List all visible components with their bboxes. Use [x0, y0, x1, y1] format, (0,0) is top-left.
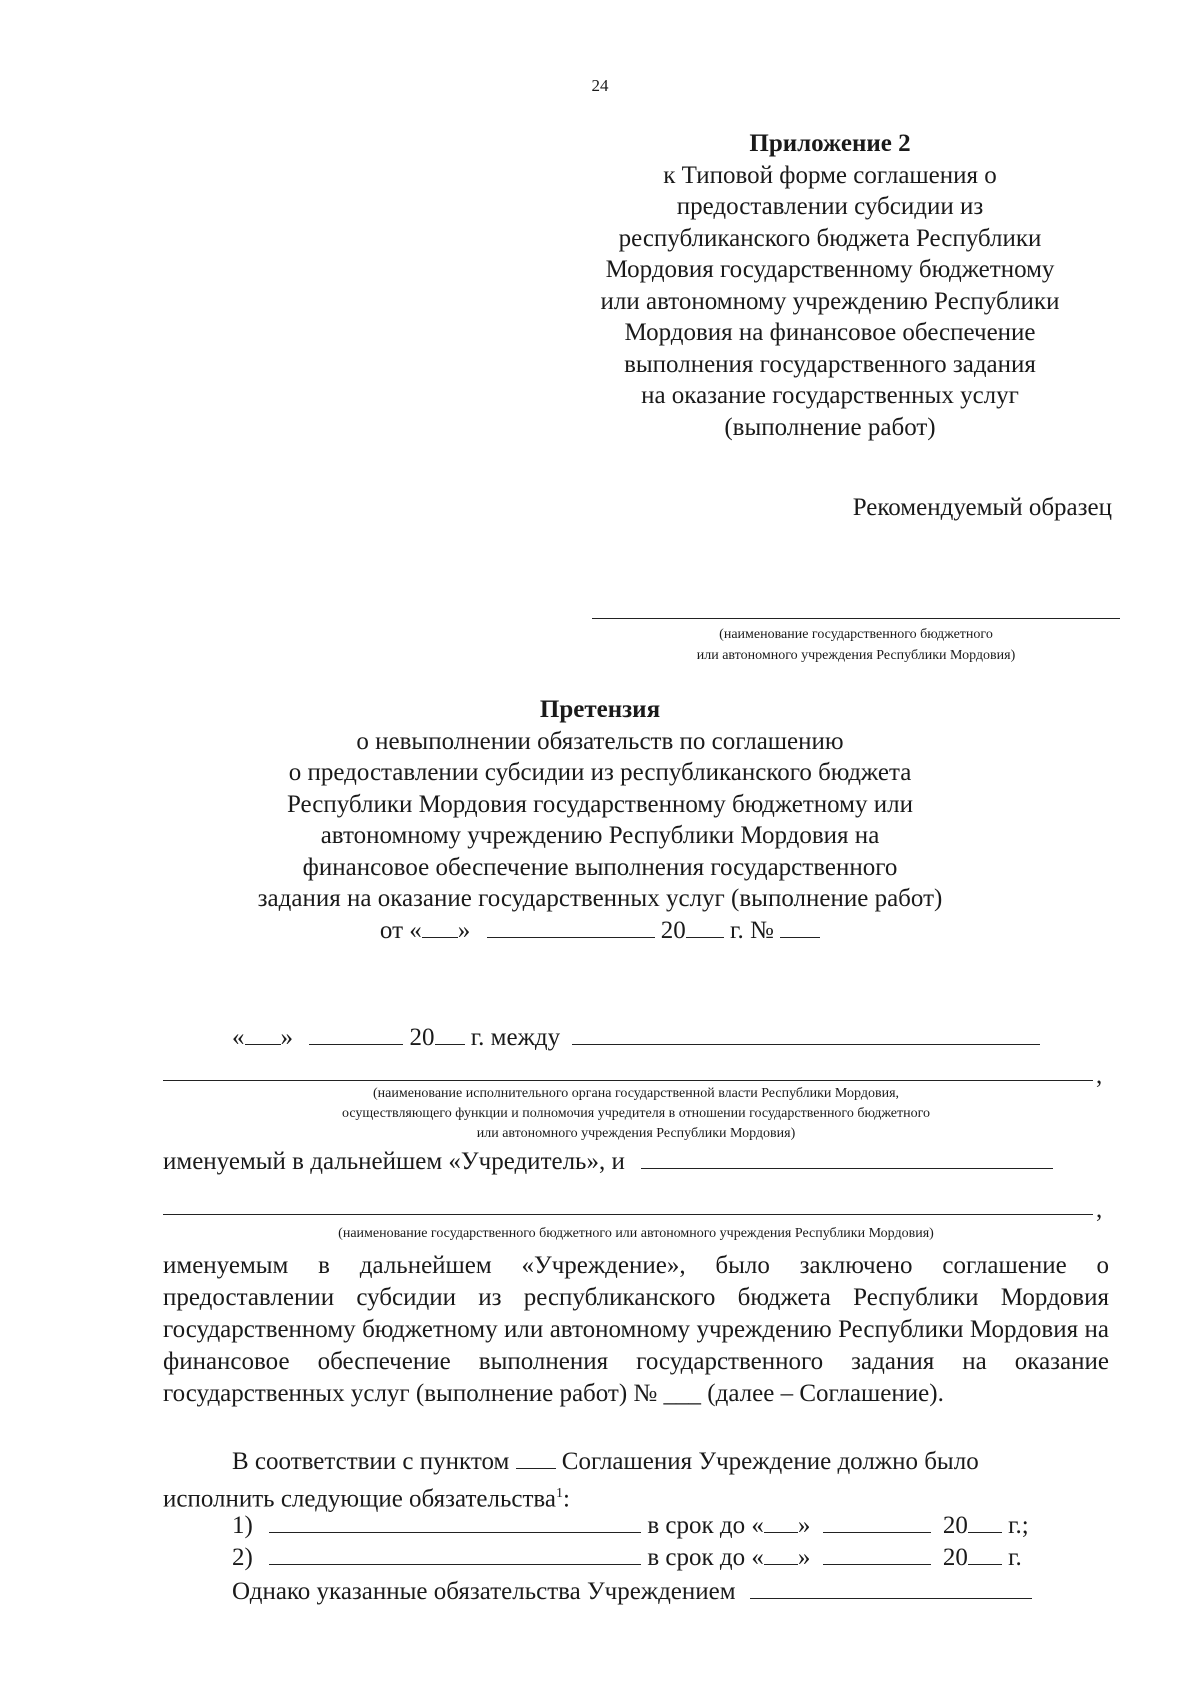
appendix-line: Мордовия на финансовое обеспечение	[624, 319, 1036, 346]
day-blank[interactable]	[422, 915, 458, 938]
obligation-text-blank[interactable]	[269, 1510, 641, 1533]
year-blank[interactable]	[968, 1510, 1002, 1533]
month-blank[interactable]	[309, 1022, 403, 1045]
caption-line: или автономного учреждения Республики Мордовия)	[696, 648, 1016, 663]
caption-line: осуществляющего функции и полномочия учредителя в отношении государственного бюджетного	[341, 1106, 931, 1121]
day-blank[interactable]	[764, 1510, 798, 1533]
appendix-line: на оказание государственных услуг	[641, 382, 1019, 409]
obligation-item: 2) в срок до « » 20 г.	[232, 1544, 1022, 1571]
status-blank[interactable]	[750, 1576, 1032, 1599]
claim-line: о предоставлении субсидии из республиканского бюджета	[288, 759, 912, 786]
obligation-intro-line2: исполнить следующие обязательства$^1$:	[163, 1485, 570, 1513]
claim-line: Республики Мордовия государственному бюджетному или	[286, 790, 913, 818]
claim-line: автономному учреждению Республики Мордовия на	[320, 822, 880, 849]
footnote-mark: 1	[555, 1486, 563, 1501]
appendix-line: республиканского бюджета Республики	[618, 224, 1042, 252]
caption-line: или автономного учреждения Республики Мордовия)	[476, 1126, 796, 1141]
institution-caption: (наименование государственного бюджетного или автономного учреждения Республики Мордовия)	[338, 1226, 934, 1241]
institution-paragraph: именуемым в дальнейшем «Учреждение», было заключено соглашение о предоставлении субсидии из республиканского бюджета Республики Мордовия государственному бюджетному или автономному учреждению Республики Мордовия на финансовое обеспечение выполнения государственного задания на оказание государственных услуг (выполнение работ) № ___ (далее – Соглашение).	[163, 1252, 1109, 1407]
founder-caption	[163, 1084, 1109, 1144]
appendix-title: Приложение 2	[749, 130, 911, 157]
appendix-line: Мордовия государственному бюджетному	[605, 256, 1055, 283]
obligation-text-blank[interactable]	[269, 1542, 641, 1565]
obligation-intro-line1: В соответствии с пунктом Соглашения Учреждение должно было	[232, 1448, 979, 1475]
day-blank[interactable]	[764, 1542, 798, 1565]
institution-name-line[interactable]	[163, 1214, 1093, 1215]
claim-title: Претензия	[539, 696, 661, 723]
obligation-item: 1) в срок до « » 20 г.;	[232, 1512, 1029, 1539]
page-number: 24	[591, 76, 609, 95]
clause-number-blank[interactable]	[516, 1446, 556, 1469]
founder-name-line[interactable]	[163, 1080, 1093, 1081]
comma: ,	[1096, 1062, 1103, 1089]
appendix-line: к Типовой форме соглашения о	[663, 161, 997, 189]
year-blank[interactable]	[968, 1542, 1002, 1565]
recommended-sample-label: Рекомендуемый образец	[852, 494, 1112, 521]
claim-line: о невыполнении обязательств по соглашению	[356, 727, 844, 755]
founder-named-line: именуемый в дальнейшем «Учредитель», и	[163, 1146, 1053, 1178]
agreement-date-line: « » 20 г. между	[232, 1022, 1040, 1054]
day-blank[interactable]	[245, 1022, 281, 1045]
founder-name-blank[interactable]	[572, 1022, 1040, 1045]
month-blank[interactable]	[823, 1510, 931, 1533]
month-blank[interactable]	[487, 915, 655, 938]
appendix-line: предоставлении субсидии из	[676, 193, 984, 220]
claim-line: финансовое обеспечение выполнения государственного	[302, 853, 898, 881]
year-blank[interactable]	[435, 1022, 465, 1045]
claim-date-line: от « » 20 г. №	[100, 915, 1100, 947]
claim-heading	[100, 694, 1100, 946]
number-blank[interactable]	[780, 915, 820, 938]
month-blank[interactable]	[823, 1542, 931, 1565]
institution-name-blank[interactable]	[641, 1146, 1053, 1169]
claim-line: задания на оказание государственных услуг (выполнение работ)	[257, 885, 943, 912]
appendix-line: выполнения государственного задания	[624, 350, 1036, 378]
appendix-line: или автономному учреждению Республики	[600, 287, 1060, 315]
caption-line: (наименование исполнительного органа государственной власти Республики Мордовия,	[372, 1086, 900, 1101]
appendix-block	[560, 128, 1100, 443]
final-line: Однако указанные обязательства Учреждением	[232, 1576, 1032, 1608]
caption-line: (наименование государственного бюджетного	[719, 627, 993, 642]
year-blank[interactable]	[686, 915, 724, 938]
addressee-blank-line	[592, 618, 1120, 619]
addressee-caption	[592, 624, 1120, 666]
comma: ,	[1096, 1196, 1103, 1223]
appendix-line: (выполнение работ)	[724, 413, 936, 441]
